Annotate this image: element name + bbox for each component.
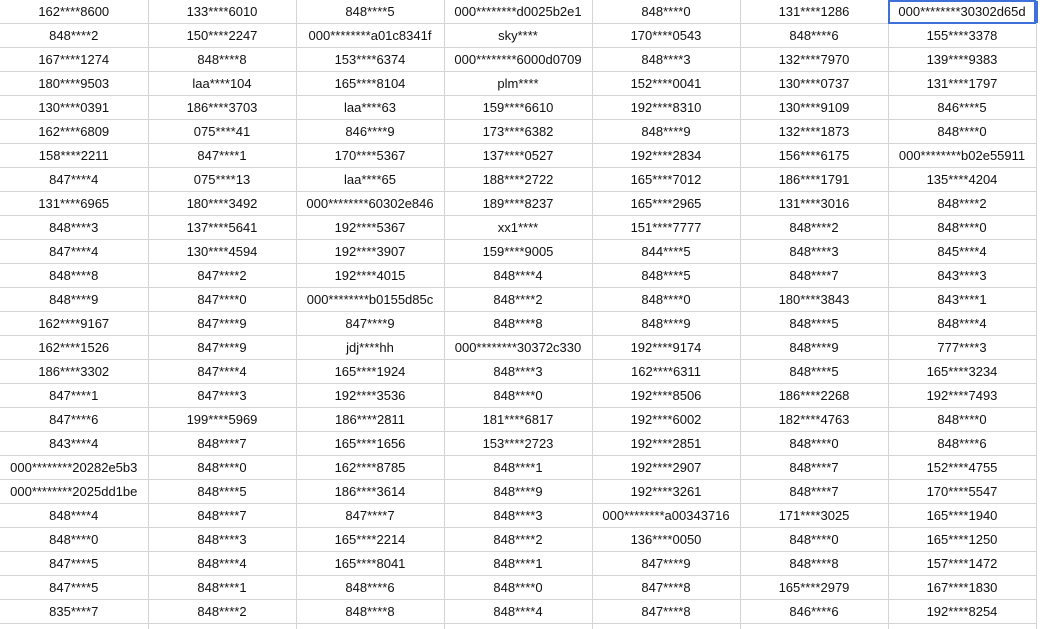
table-cell[interactable]: xx1**** <box>444 216 592 240</box>
table-cell[interactable]: 848****2 <box>0 24 148 48</box>
table-cell[interactable]: 186****3302 <box>0 360 148 384</box>
table-cell[interactable]: 848****7 <box>740 264 888 288</box>
table-row <box>0 48 1036 72</box>
table-cell[interactable]: 170****5547 <box>888 480 1036 504</box>
table-cell[interactable]: 848****2 <box>148 600 296 624</box>
table-cell[interactable]: jdj****hh <box>296 336 444 360</box>
table-cell[interactable]: 848****7 <box>148 432 296 456</box>
table-cell[interactable]: 848****5 <box>740 360 888 384</box>
table-cell[interactable]: 192****8254 <box>888 600 1036 624</box>
table-cell[interactable]: 847****9 <box>592 552 740 576</box>
table-cell[interactable]: 162****9167 <box>0 312 148 336</box>
table-cell[interactable]: 846****5 <box>888 96 1036 120</box>
table-cell[interactable]: 848****1 <box>444 456 592 480</box>
table-cell[interactable]: 848****9 <box>592 120 740 144</box>
table-cell[interactable]: 848****0 <box>592 0 740 24</box>
table-cell[interactable]: 130****4594 <box>148 240 296 264</box>
table-cell[interactable]: 843****1 <box>888 288 1036 312</box>
table-cell[interactable]: 848****8 <box>444 312 592 336</box>
table-row <box>0 0 1036 24</box>
table-cell[interactable]: 848****4 <box>444 264 592 288</box>
table-row <box>0 120 1036 144</box>
table-cell[interactable]: 847****4 <box>0 168 148 192</box>
table-cell[interactable]: 848****8 <box>296 600 444 624</box>
table-cell[interactable]: 192****8506 <box>592 384 740 408</box>
table-cell[interactable]: 847****5 <box>0 576 148 600</box>
table-cell[interactable]: 848****9 <box>740 336 888 360</box>
table-cell[interactable]: 165****8104 <box>296 72 444 96</box>
table-cell[interactable]: 165****1250 <box>888 528 1036 552</box>
table-cell[interactable]: 170****0543 <box>592 24 740 48</box>
table-cell[interactable]: 848****3 <box>592 48 740 72</box>
table-cell[interactable]: 180****3492 <box>148 192 296 216</box>
table-cell[interactable]: 847****9 <box>296 312 444 336</box>
table-cell[interactable]: 848****5 <box>296 0 444 24</box>
table-cell[interactable]: 167****1830 <box>888 576 1036 600</box>
table-cell[interactable]: 165****2965 <box>592 192 740 216</box>
table-cell[interactable] <box>444 624 592 629</box>
table-cell[interactable]: 167****1274 <box>0 48 148 72</box>
table-cell[interactable]: 130****0391 <box>0 96 148 120</box>
table-cell[interactable]: 000********30302d65d <box>888 0 1036 24</box>
table-cell[interactable]: 162****6311 <box>592 360 740 384</box>
table-cell[interactable]: 848****3 <box>444 360 592 384</box>
table-cell[interactable]: 192****9174 <box>592 336 740 360</box>
table-cell[interactable]: plm**** <box>444 72 592 96</box>
table-cell[interactable]: 847****6 <box>0 408 148 432</box>
table-row <box>0 264 1036 288</box>
table-cell[interactable]: 843****4 <box>0 432 148 456</box>
table-cell[interactable]: 843****3 <box>888 264 1036 288</box>
table-cell[interactable]: 153****6374 <box>296 48 444 72</box>
table-cell[interactable]: 848****6 <box>888 432 1036 456</box>
table-cell[interactable]: 192****7493 <box>888 384 1036 408</box>
table-cell[interactable]: 137****5641 <box>148 216 296 240</box>
table-cell[interactable]: 170****5367 <box>296 144 444 168</box>
table-cell[interactable]: 847****4 <box>0 240 148 264</box>
table-cell[interactable]: 131****3016 <box>740 192 888 216</box>
table-cell[interactable]: 848****4 <box>0 504 148 528</box>
table-row <box>0 96 1036 120</box>
table-cell[interactable]: 848****3 <box>444 504 592 528</box>
table-cell[interactable]: laa****63 <box>296 96 444 120</box>
table-cell[interactable]: 848****2 <box>740 216 888 240</box>
table-cell[interactable]: 192****2907 <box>592 456 740 480</box>
table-cell[interactable]: 848****3 <box>740 240 888 264</box>
table-cell[interactable]: 848****4 <box>444 600 592 624</box>
table-cell[interactable]: 848****0 <box>740 432 888 456</box>
table-cell[interactable]: 186****2268 <box>740 384 888 408</box>
table-cell[interactable]: 848****1 <box>444 552 592 576</box>
table-cell[interactable]: 847****5 <box>0 552 148 576</box>
table-cell[interactable]: 162****6809 <box>0 120 148 144</box>
table-cell[interactable]: 150****2247 <box>148 24 296 48</box>
table-cell[interactable]: 189****8237 <box>444 192 592 216</box>
table-cell[interactable]: 192****6002 <box>592 408 740 432</box>
table-cell[interactable]: 186****3614 <box>296 480 444 504</box>
table-cell[interactable]: 848****1 <box>148 576 296 600</box>
table-cell[interactable]: 848****0 <box>148 456 296 480</box>
table-cell[interactable]: 847****4 <box>148 360 296 384</box>
table-cell[interactable]: 192****2851 <box>592 432 740 456</box>
table-cell[interactable]: 847****8 <box>592 576 740 600</box>
table-row <box>0 504 1036 528</box>
table-cell[interactable]: 848****4 <box>148 552 296 576</box>
table-row <box>0 456 1036 480</box>
table-cell[interactable] <box>0 624 148 629</box>
table-cell[interactable]: 000********60302e846 <box>296 192 444 216</box>
table-cell[interactable]: 162****8600 <box>0 0 148 24</box>
table-cell[interactable]: 131****1797 <box>888 72 1036 96</box>
table-cell[interactable]: 192****5367 <box>296 216 444 240</box>
table-cell[interactable]: 165****8041 <box>296 552 444 576</box>
table-cell[interactable]: 000********6000d0709 <box>444 48 592 72</box>
table-cell[interactable]: 848****2 <box>888 192 1036 216</box>
table-cell[interactable]: 848****4 <box>888 312 1036 336</box>
table-cell[interactable]: 847****9 <box>148 336 296 360</box>
table-row <box>0 168 1036 192</box>
table-cell[interactable]: 848****9 <box>0 288 148 312</box>
table-cell[interactable]: 186****2811 <box>296 408 444 432</box>
table-cell[interactable]: 130****0737 <box>740 72 888 96</box>
table-cell[interactable]: 846****9 <box>296 120 444 144</box>
table-cell[interactable]: 848****8 <box>0 264 148 288</box>
table-row <box>0 480 1036 504</box>
table-cell[interactable]: 171****3025 <box>740 504 888 528</box>
table-cell[interactable]: 846****6 <box>740 600 888 624</box>
table-row <box>0 288 1036 312</box>
table-cell[interactable]: 192****3536 <box>296 384 444 408</box>
table-cell[interactable]: 848****5 <box>740 312 888 336</box>
table-row <box>0 336 1036 360</box>
table-cell[interactable]: 848****8 <box>148 48 296 72</box>
table-cell[interactable] <box>888 624 1036 629</box>
table-cell[interactable]: 157****1472 <box>888 552 1036 576</box>
table-cell[interactable] <box>148 624 296 629</box>
table-row <box>0 624 1036 629</box>
table-cell[interactable]: 848****0 <box>592 288 740 312</box>
table-cell[interactable]: 162****8785 <box>296 456 444 480</box>
table-cell[interactable]: 186****3703 <box>148 96 296 120</box>
table-cell[interactable]: 165****1940 <box>888 504 1036 528</box>
table-row <box>0 192 1036 216</box>
table-cell[interactable]: 158****2211 <box>0 144 148 168</box>
table-row <box>0 432 1036 456</box>
table-cell[interactable]: 181****6817 <box>444 408 592 432</box>
table-cell[interactable]: 848****0 <box>444 384 592 408</box>
table-cell[interactable]: 000********b02e55911 <box>888 144 1036 168</box>
table-cell[interactable]: 847****0 <box>148 288 296 312</box>
table-cell[interactable]: laa****104 <box>148 72 296 96</box>
table-cell[interactable]: 180****9503 <box>0 72 148 96</box>
table-row <box>0 528 1036 552</box>
table-row <box>0 408 1036 432</box>
table-cell[interactable]: 192****3261 <box>592 480 740 504</box>
table-cell[interactable]: 165****7012 <box>592 168 740 192</box>
table-cell[interactable]: 848****3 <box>148 528 296 552</box>
table-cell[interactable]: 199****5969 <box>148 408 296 432</box>
table-cell[interactable]: laa****65 <box>296 168 444 192</box>
table-cell[interactable]: 844****5 <box>592 240 740 264</box>
table-cell[interactable]: 847****1 <box>0 384 148 408</box>
table-cell[interactable]: 186****1791 <box>740 168 888 192</box>
table-cell[interactable]: 075****41 <box>148 120 296 144</box>
table-cell[interactable]: 153****2723 <box>444 432 592 456</box>
table-cell[interactable]: 845****4 <box>888 240 1036 264</box>
table-cell[interactable]: 847****3 <box>148 384 296 408</box>
table-cell[interactable]: 192****8310 <box>592 96 740 120</box>
table-cell[interactable]: 152****4755 <box>888 456 1036 480</box>
table-row <box>0 576 1036 600</box>
table-cell[interactable]: 848****7 <box>740 456 888 480</box>
table-cell[interactable] <box>296 624 444 629</box>
table-cell[interactable]: 848****3 <box>0 216 148 240</box>
table-cell[interactable]: 000********a00343716 <box>592 504 740 528</box>
table-cell[interactable]: 848****8 <box>740 552 888 576</box>
table-cell[interactable]: 159****6610 <box>444 96 592 120</box>
selection-edge <box>1036 1 1038 23</box>
table-cell[interactable]: 156****6175 <box>740 144 888 168</box>
table-cell[interactable] <box>740 624 888 629</box>
table-cell[interactable]: 182****4763 <box>740 408 888 432</box>
table-cell[interactable]: 139****9383 <box>888 48 1036 72</box>
table-cell[interactable]: 848****0 <box>888 216 1036 240</box>
table-cell[interactable]: 847****1 <box>148 144 296 168</box>
table-row <box>0 600 1036 624</box>
table-cell[interactable]: 847****7 <box>296 504 444 528</box>
table-row <box>0 240 1036 264</box>
table-cell[interactable]: 000********b0155d85c <box>296 288 444 312</box>
table-cell[interactable]: 151****7777 <box>592 216 740 240</box>
table-cell[interactable]: 848****7 <box>148 504 296 528</box>
table-cell[interactable]: 848****6 <box>296 576 444 600</box>
table-cell[interactable]: 075****13 <box>148 168 296 192</box>
table-cell[interactable]: 133****6010 <box>148 0 296 24</box>
table-cell[interactable]: 162****1526 <box>0 336 148 360</box>
table-cell[interactable] <box>592 624 740 629</box>
table-cell[interactable]: 165****2214 <box>296 528 444 552</box>
table-cell[interactable]: 180****3843 <box>740 288 888 312</box>
table-cell[interactable]: 165****1924 <box>296 360 444 384</box>
table-cell[interactable]: 847****8 <box>592 600 740 624</box>
table-cell[interactable]: 165****2979 <box>740 576 888 600</box>
table-cell[interactable]: 847****9 <box>148 312 296 336</box>
table-cell[interactable]: 848****2 <box>444 288 592 312</box>
table-cell[interactable]: 000********2025dd1be <box>0 480 148 504</box>
table-cell[interactable]: 192****2834 <box>592 144 740 168</box>
table-cell[interactable]: 132****1873 <box>740 120 888 144</box>
table-row <box>0 72 1036 96</box>
table-cell[interactable]: 159****9005 <box>444 240 592 264</box>
table-cell[interactable]: 848****5 <box>592 264 740 288</box>
table-row <box>0 144 1036 168</box>
table-cell[interactable]: 848****0 <box>444 576 592 600</box>
table-row <box>0 360 1036 384</box>
table-row <box>0 384 1036 408</box>
table-cell[interactable]: 848****2 <box>444 528 592 552</box>
table-cell[interactable]: 188****2722 <box>444 168 592 192</box>
table-cell[interactable]: 848****6 <box>740 24 888 48</box>
table-cell[interactable]: 131****6965 <box>0 192 148 216</box>
table-cell[interactable]: 136****0050 <box>592 528 740 552</box>
table-cell[interactable]: 155****3378 <box>888 24 1036 48</box>
table-cell[interactable]: 192****3907 <box>296 240 444 264</box>
table-cell[interactable]: 848****0 <box>0 528 148 552</box>
table-cell[interactable]: 847****2 <box>148 264 296 288</box>
table-cell[interactable]: 165****1656 <box>296 432 444 456</box>
table-row <box>0 552 1036 576</box>
table-cell[interactable]: 137****0527 <box>444 144 592 168</box>
table-cell[interactable]: 835****7 <box>0 600 148 624</box>
table-row <box>0 24 1036 48</box>
table-cell[interactable]: 165****3234 <box>888 360 1036 384</box>
table-cell[interactable]: 000********30372c330 <box>444 336 592 360</box>
table-cell[interactable]: 848****0 <box>888 120 1036 144</box>
table-cell[interactable]: 152****0041 <box>592 72 740 96</box>
table-cell[interactable]: 130****9109 <box>740 96 888 120</box>
table-cell[interactable]: 000********d0025b2e1 <box>444 0 592 24</box>
table-cell[interactable]: 132****7970 <box>740 48 888 72</box>
table-cell[interactable]: 848****9 <box>592 312 740 336</box>
table-cell[interactable]: sky**** <box>444 24 592 48</box>
table-cell[interactable]: 000********a01c8341f <box>296 24 444 48</box>
table-cell[interactable]: 848****5 <box>148 480 296 504</box>
table-cell[interactable]: 131****1286 <box>740 0 888 24</box>
table-cell[interactable]: 848****9 <box>444 480 592 504</box>
table-cell[interactable]: 135****4204 <box>888 168 1036 192</box>
table-cell[interactable]: 848****0 <box>888 408 1036 432</box>
table-cell[interactable]: 192****4015 <box>296 264 444 288</box>
table-cell[interactable]: 777****3 <box>888 336 1036 360</box>
table-cell[interactable]: 000********20282e5b3 <box>0 456 148 480</box>
table-row <box>0 216 1036 240</box>
table-cell[interactable]: 173****6382 <box>444 120 592 144</box>
table-cell[interactable]: 848****0 <box>740 528 888 552</box>
table-row <box>0 312 1036 336</box>
table-cell[interactable]: 848****7 <box>740 480 888 504</box>
